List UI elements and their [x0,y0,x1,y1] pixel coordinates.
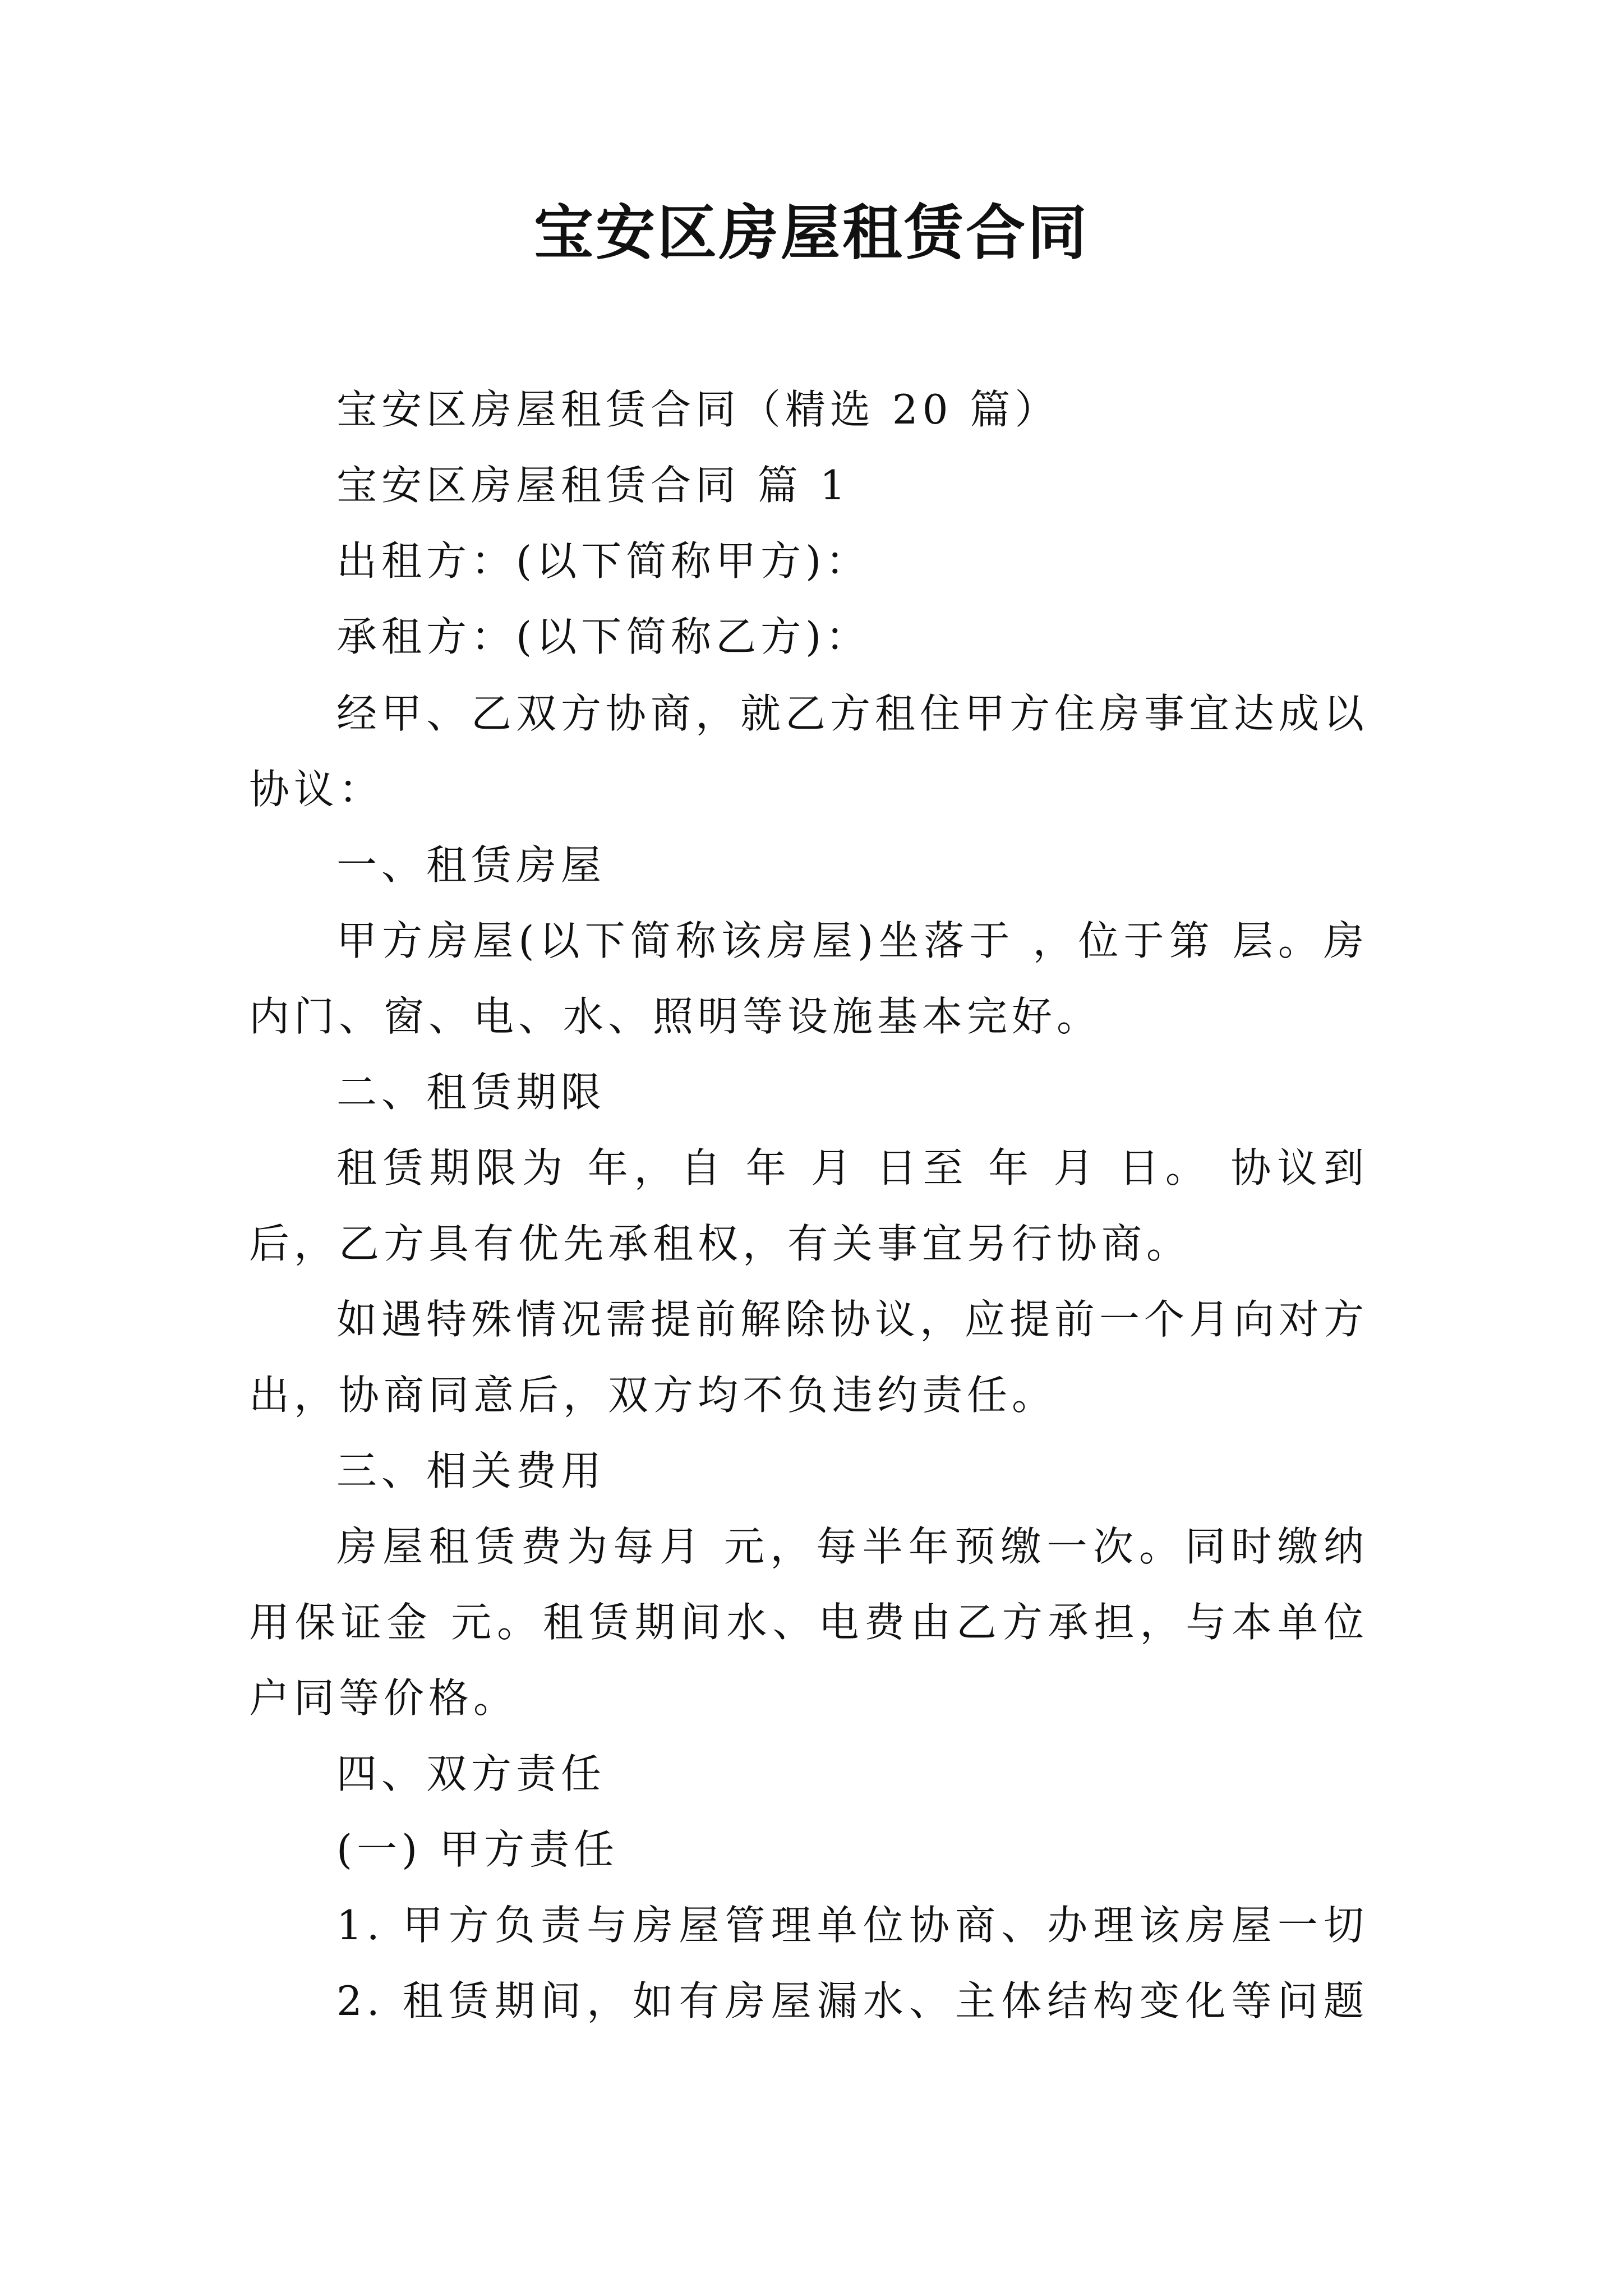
paragraph-line: 甲方房屋(以下简称该房屋)坐落于 ，位于第 层。房 [336,917,1368,964]
paragraph-line: 如遇特殊情况需提前解除协议，应提前一个月向对方 [336,1296,1368,1343]
document-title: 宝安区房屋租赁合同 [534,197,1089,268]
paragraph-line: 经甲、乙双方协商，就乙方租住甲方住房事宜达成以 [336,690,1368,737]
paragraph-line: 后，乙方具有优先承租权，有关事宜另行协商。 [249,1220,1192,1267]
clause-heading: 四、双方责任 [336,1750,606,1797]
section-heading: 宝安区房屋租赁合同 篇 1 [336,462,850,509]
paragraph-line: 房屋租赁费为每月 元，每半年预缴一次。同时缴纳 [336,1523,1368,1570]
clause-heading: 二、租赁期限 [336,1069,606,1116]
subtitle-line: 宝安区房屋租赁合同（精选 20 篇） [336,386,1060,433]
paragraph-line: 出租方：(以下简称甲方)： [336,537,871,585]
paragraph-line: 承租方：(以下简称乙方)： [336,613,871,660]
paragraph-line: 出，协商同意后，双方均不负违约责任。 [249,1372,1057,1419]
paragraph-line: 用保证金 元。租赁期间水、电费由乙方承担，与本单位 [249,1599,1368,1646]
clause-heading: 三、相关费用 [336,1447,606,1494]
paragraph-line: 协议： [249,766,384,813]
paragraph-line: 户同等价格。 [249,1674,519,1722]
paragraph-line: 2. 租赁期间，如有房屋漏水、主体结构变化等问题 [336,1977,1368,2024]
paragraph-line: 内门、窗、电、水、照明等设施基本完好。 [249,993,1102,1040]
sub-clause-heading: (一) 甲方责任 [336,1826,619,1873]
paragraph-line: 租赁期限为 年，自 年 月 日至 年 月 日。 协议到 [336,1144,1368,1191]
paragraph-line: 1. 甲方负责与房屋管理单位协商、办理该房屋一切 [336,1902,1368,1949]
clause-heading: 一、租赁房屋 [336,841,606,889]
